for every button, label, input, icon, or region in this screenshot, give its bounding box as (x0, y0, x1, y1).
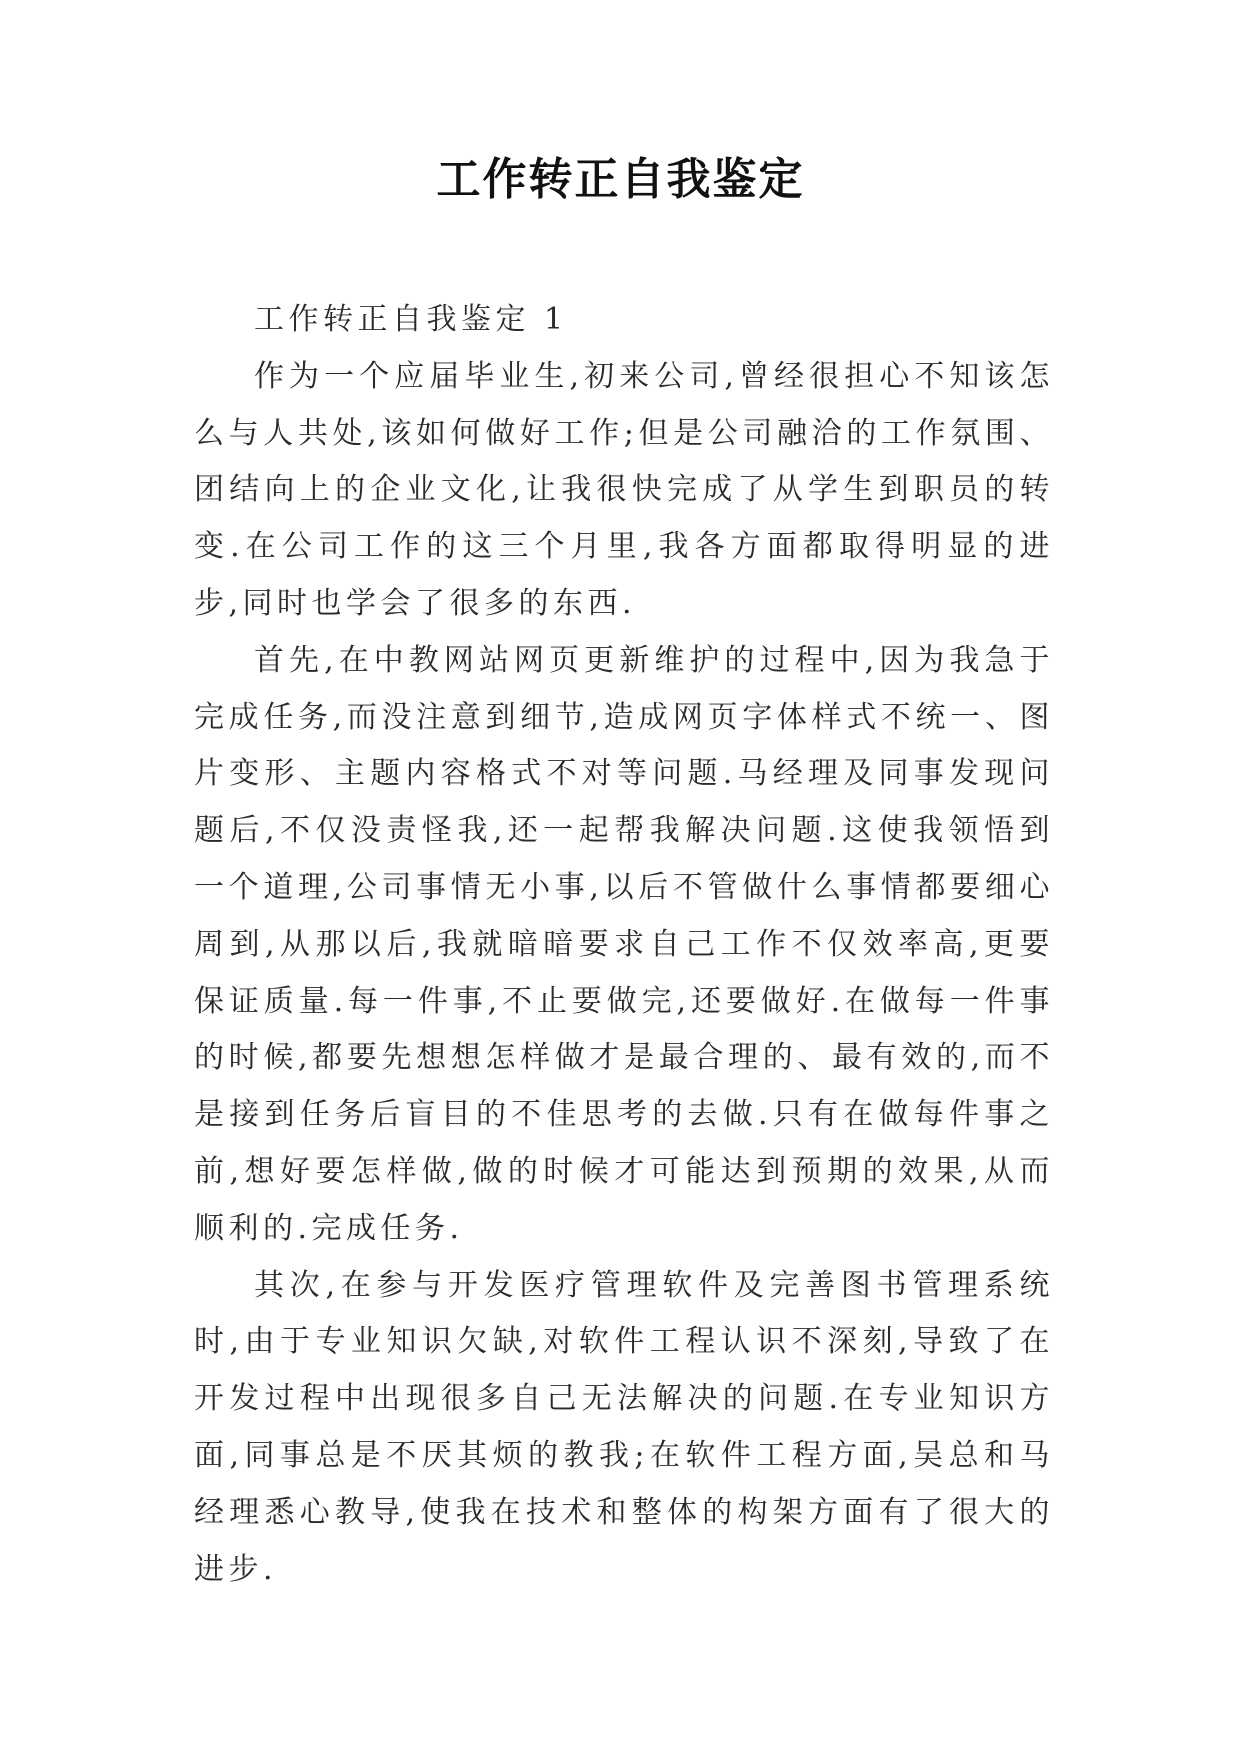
section-heading: 工作转正自我鉴定 1 (254, 302, 568, 337)
document-title: 工作转正自我鉴定 (436, 154, 805, 205)
document-body (194, 292, 1054, 1598)
paragraph-2: 首先,在中教网站网页更新维护的过程中,因为我急于完成任务,而没注意到细节,造成网页字体样式不统一、图片变形、主题内容格式不对等问题.马经理及同事发现问题后,不仅没责怪我,还一起帮我解决问题.这使我领悟到一个道理,公司事情无小事,以后不管做什么事情都要细心周到,从那以后,我就暗暗要求自己工作不仅效率高,更要保证质量.每一件事,不止要做完,还要做好.在做每一件事的时候,都要先想想怎样做才是最合理的、最有效的,而不是接到任务后盲目的不佳思考的去做.只有在做每件事之前,想好要怎样做,做的时候才可能达到预期的效果,从而顺利的.完成任务. (194, 642, 1054, 1246)
paragraph-1: 作为一个应届毕业生,初来公司,曾经很担心不知该怎么与人共处,该如何做好工作;但是公司融洽的工作氛围、团结向上的企业文化,让我很快完成了从学生到职员的转变.在公司工作的这三个月里,我各方面都取得明显的进步,同时也学会了很多的东西. (194, 358, 1054, 621)
paragraph-3: 其次,在参与开发医疗管理软件及完善图书管理系统时,由于专业知识欠缺,对软件工程认识不深刻,导致了在开发过程中出现很多自己无法解决的问题.在专业知识方面,同事总是不厌其烦的教我;在软件工程方面,吴总和马经理悉心教导,使我在技术和整体的构架方面有了很大的进步. (194, 1267, 1054, 1587)
